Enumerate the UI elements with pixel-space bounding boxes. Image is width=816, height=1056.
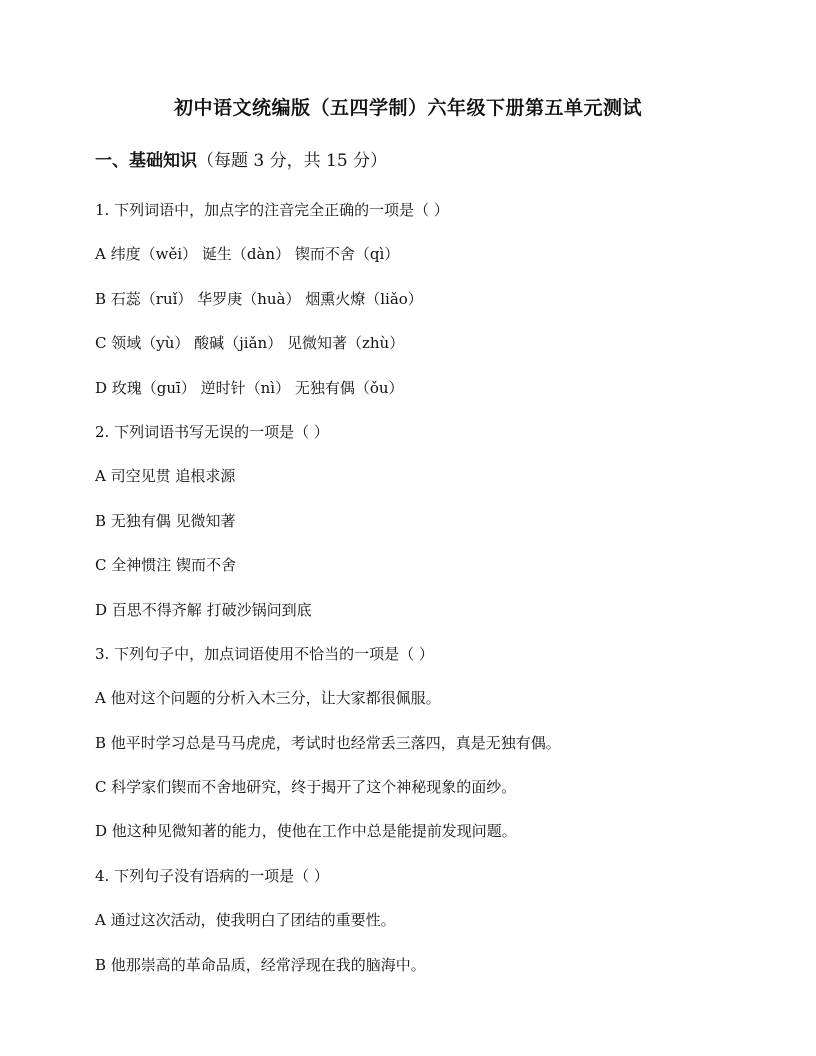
question-4-option-a: A 通过这次活动，使我明白了团结的重要性。: [95, 911, 396, 930]
question-4-option-b: B 他那崇高的革命品质，经常浮现在我的脑海中。: [95, 955, 426, 974]
question-1-option-a: A 纬度（wěi） 诞生（dàn） 锲而不舍（qì）: [95, 245, 400, 264]
question-2-option-a: A 司空见贯 追根求源: [95, 467, 236, 486]
question-4-stem: 4. 下列句子没有语病的一项是（ ）: [95, 866, 329, 885]
question-1-stem: 1. 下列词语中，加点字的注音完全正确的一项是（ ）: [95, 201, 449, 219]
question-3-option-c: C 科学家们锲而不舍地研究，终于揭开了这个神秘现象的面纱。: [95, 778, 517, 797]
question-2-option-c: C 全神惯注 锲而不舍: [95, 556, 237, 575]
question-1-option-b: B 石蕊（ruǐ） 华罗庚（huà） 烟熏火燎（liǎo）: [95, 289, 423, 308]
section-score-note: （每题 3 分，共 15 分）: [197, 151, 388, 171]
question-3-option-b: B 他平时学习总是马马虎虎，考试时也经常丢三落四，真是无独有偶。: [95, 733, 561, 752]
section-heading: [95, 148, 387, 174]
question-3-option-a: A 他对这个问题的分析入木三分，让大家都很佩服。: [95, 689, 441, 708]
question-3-option-d: D 他这种见微知著的能力，使他在工作中总是能提前发现问题。: [95, 822, 517, 841]
question-3-stem: 3. 下列句子中，加点词语使用不恰当的一项是（ ）: [95, 644, 434, 663]
question-list: [95, 197, 775, 996]
question-1-option-d: D 玫瑰（guī） 逆时针（nì） 无独有偶（ǒu）: [95, 378, 404, 397]
section-title: 一、基础知识: [95, 151, 197, 171]
question-2-option-d: D 百思不得齐解 打破沙锅问到底: [95, 600, 312, 619]
question-1-option-c: C 领域（yù） 酸碱（jiǎn） 见微知著（zhù）: [95, 334, 405, 353]
question-2-option-b: B 无独有偶 见微知著: [95, 511, 236, 530]
question-2-stem: 2. 下列词语书写无误的一项是（ ）: [95, 422, 329, 441]
document-title: 初中语文统编版（五四学制）六年级下册第五单元测试: [173, 97, 642, 119]
